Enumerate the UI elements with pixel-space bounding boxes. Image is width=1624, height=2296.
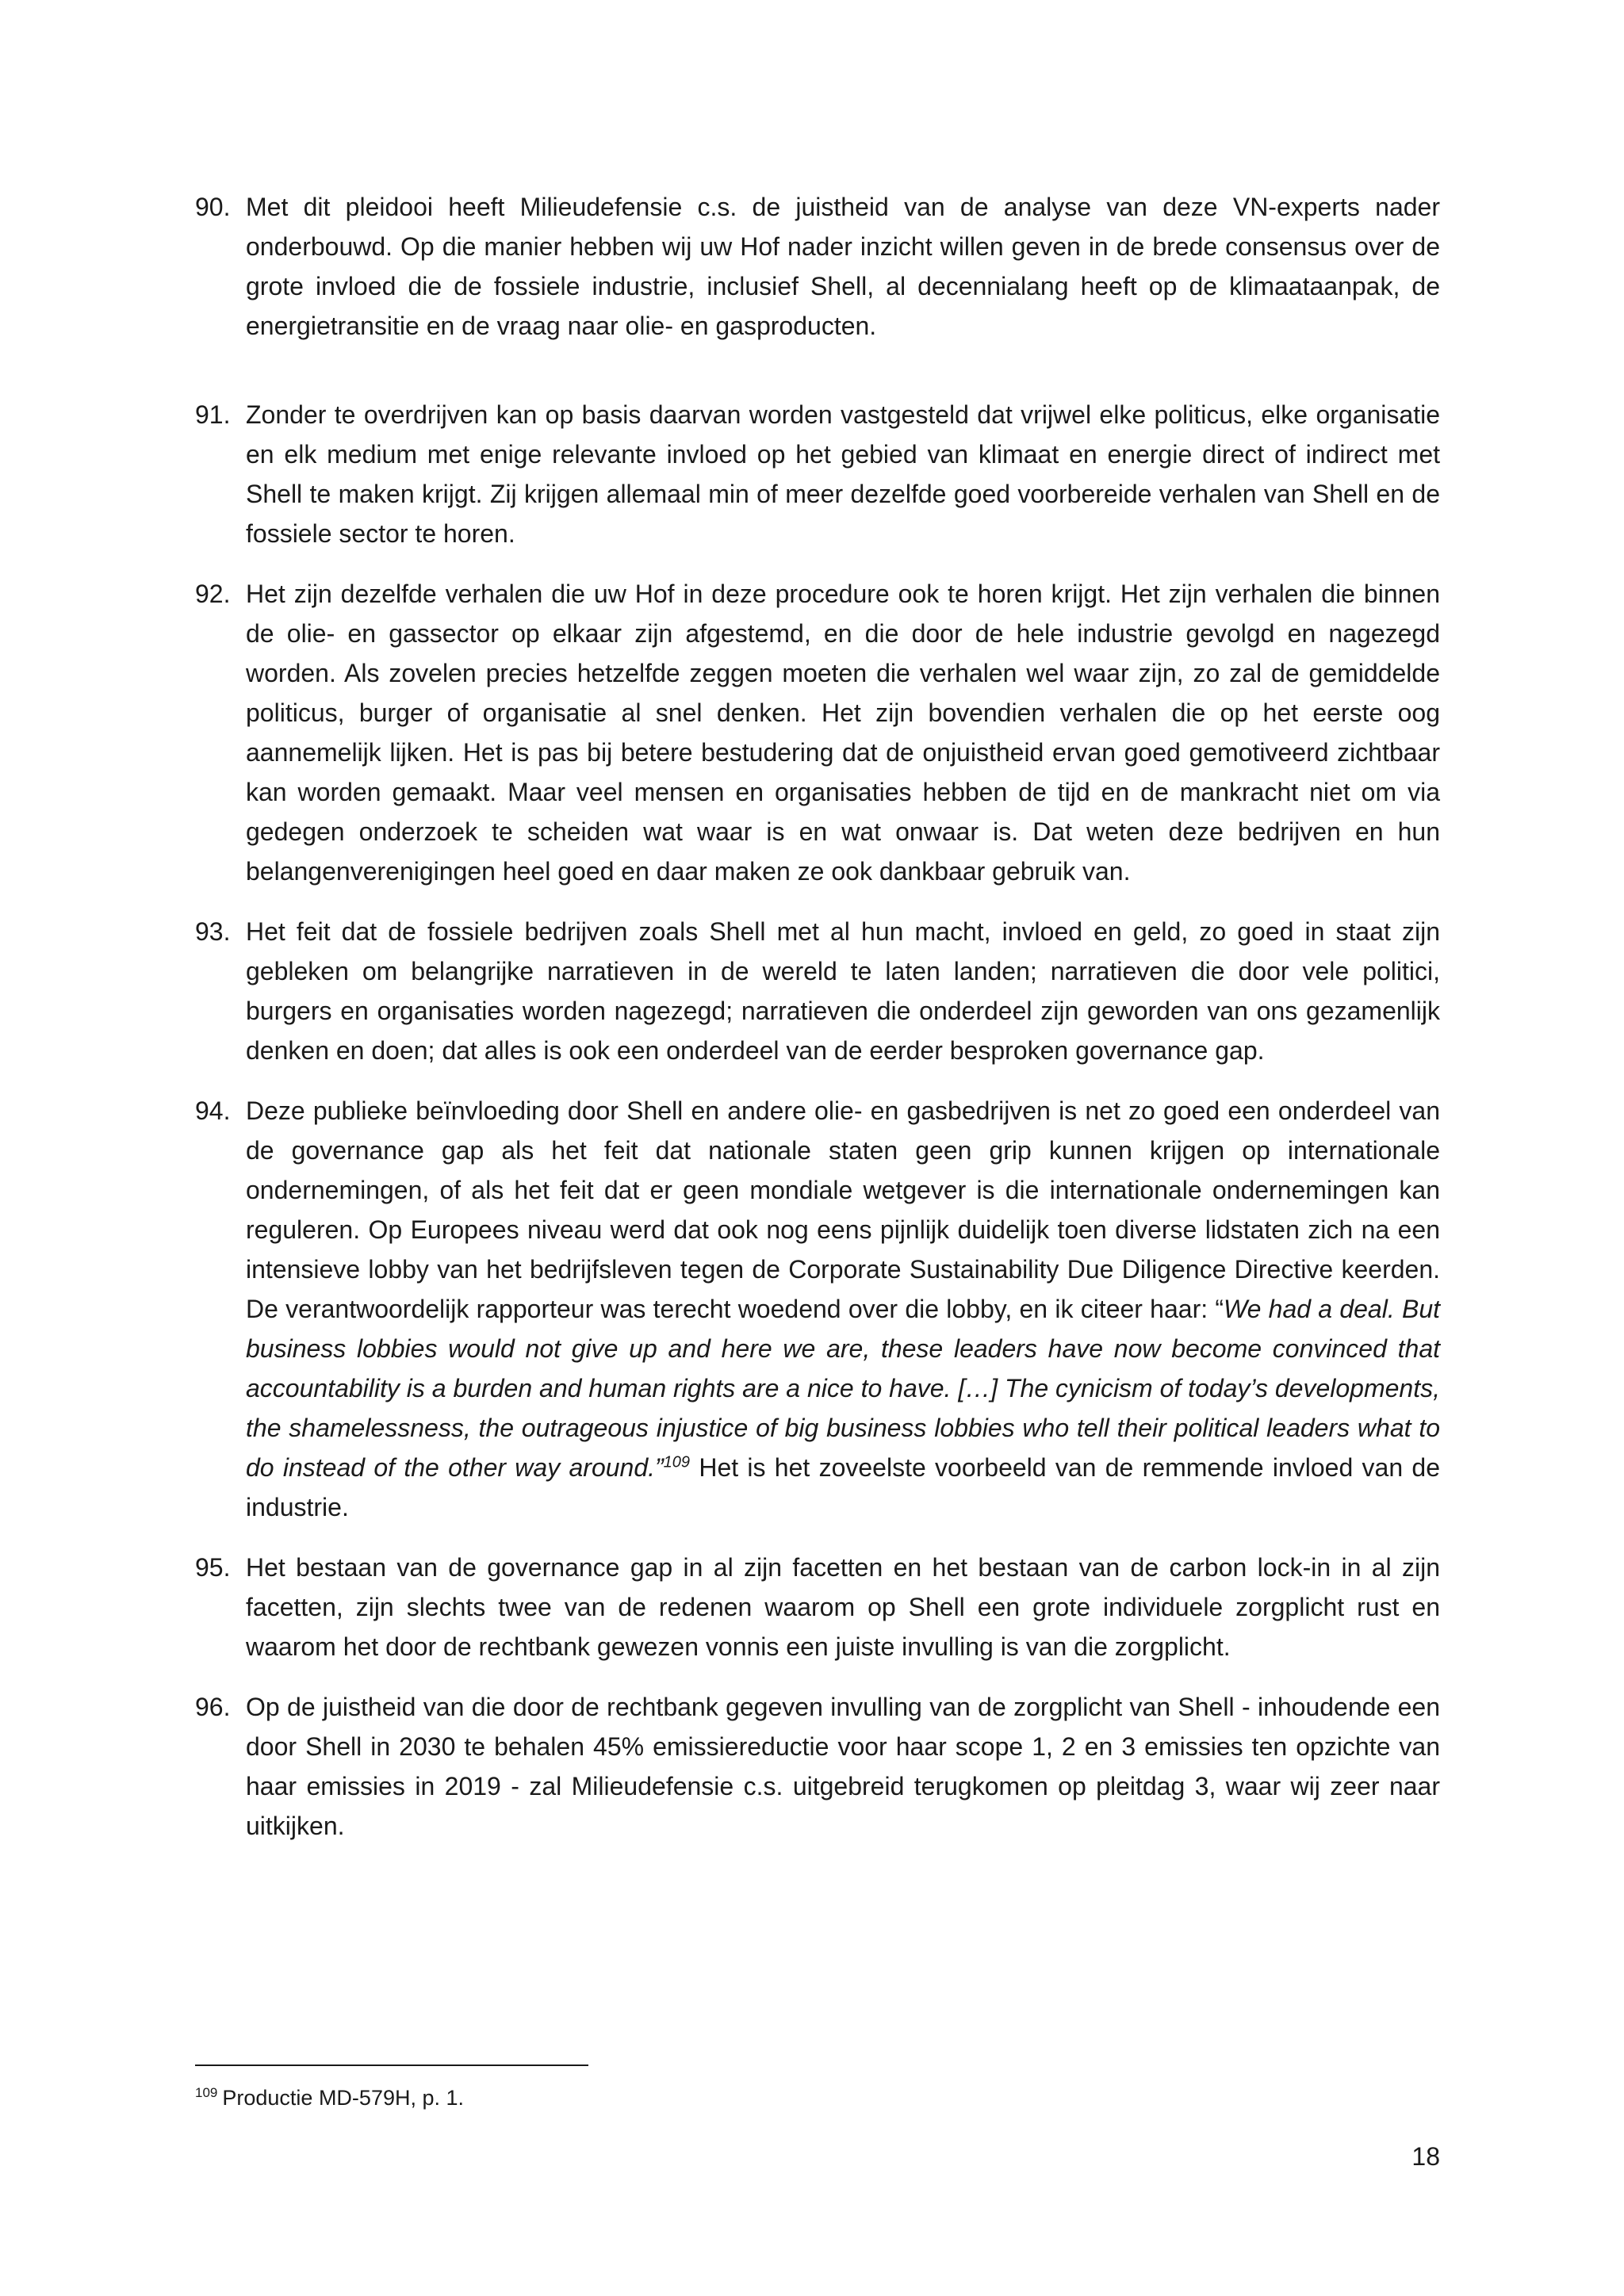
footnote-reference[interactable]: 109 xyxy=(663,1453,691,1471)
footnote-number: 109 xyxy=(195,2085,218,2100)
paragraph-number: 94. xyxy=(195,1096,231,1125)
paragraph-number: 95. xyxy=(195,1553,231,1582)
paragraph-text: Met dit pleidooi heeft Milieudefensie c.s. de juistheid van de analyse van deze VN-experts nader onderbouwd. Op die manier hebben wij uw Hof nader inzicht willen geven in de brede consensus over de grote invloed die de fossiele industrie, inclusief Shell, al decennialang heeft op de klimaataanpak, de energietransitie en de vraag naar olie- en gasproducten. xyxy=(246,193,1440,340)
paragraph-text: Zonder te overdrijven kan op basis daarvan worden vastgesteld dat vrijwel elke politicus, elke organisatie en elk medium met enige relevante invloed op het gebied van klimaat en energie direct of indirect met Shell te maken krijgt. Zij krijgen allemaal min of meer dezelfde goed voorbereide verhalen van Shell en de fossiele sector te horen. xyxy=(246,400,1440,548)
paragraph-text: Het feit dat de fossiele bedrijven zoals Shell met al hun macht, invloed en geld, zo goed in staat zijn gebleken om belangrijke narratieven in de wereld te laten landen; narratieven die door vele politici, burgers en organisaties worden nagezegd; narratieven die onderdeel zijn geworden van ons gezamenlijk denken en doen; dat alles is ook een onderdeel van de eerder besproken governance gap. xyxy=(246,917,1440,1065)
paragraph-text-after-quote: Het is het zoveelste voorbeeld van de remmende invloed van de industrie. xyxy=(246,1453,1440,1521)
paragraph-number: 92. xyxy=(195,580,231,608)
paragraph-text xyxy=(246,1091,1440,1527)
paragraph-number: 90. xyxy=(195,193,231,221)
footnote xyxy=(195,2082,464,2114)
paragraph-95 xyxy=(195,1548,1440,1667)
paragraph-text: Op de juistheid van die door de rechtbank gegeven invulling van de zorgplicht van Shell - inhoudende een door Shell in 2030 te behalen 45% emissiereductie voor haar scope 1, 2 en 3 emissies ten opzichte van haar emissies in 2019 - zal Milieudefensie c.s. uitgebreid terugkomen op pleitdag 3, waar wij zeer naar uitkijken. xyxy=(246,1693,1440,1840)
body-text xyxy=(195,187,1440,1866)
paragraph-92 xyxy=(195,574,1440,891)
paragraph-text: Het zijn dezelfde verhalen die uw Hof in deze procedure ook te horen krijgt. Het zijn verhalen die binnen de olie- en gassector op elkaar zijn afgestemd, en die door de hele industrie gevolgd en nagezegd worden. Als zovelen precies hetzelfde zeggen moeten die verhalen wel waar zijn, zo zal de gemiddelde politicus, burger of organisatie al snel denken. Het zijn bovendien verhalen die op het eerste oog aannemelijk lijken. Het is pas bij betere bestudering dat de onjuistheid ervan goed gemotiveerd zichtbaar kan worden gemaakt. Maar veel mensen en organisaties hebben de tijd en de mankracht niet om via gedegen onderzoek te scheiden wat waar is en wat onwaar is. Dat weten deze bedrijven en hun belangenverenigingen heel goed en daar maken ze ook dankbaar gebruik van. xyxy=(246,580,1440,886)
paragraph-text-before-quote: Deze publieke beïnvloeding door Shell en andere olie- en gasbedrijven is net zo goed een onderdeel van de governance gap als het feit dat nationale staten geen grip kunnen krijgen op internationale ondernemingen, of als het feit dat er geen mondiale wetgever is die internationale ondernemingen kan reguleren. Op Europees niveau werd dat ook nog eens pijnlijk duidelijk toen diverse lidstaten zich na een intensieve lobby van het bedrijfsleven tegen de Corporate Sustainability Due Diligence Directive keerden. De verantwoordelijk rapporteur was terecht woedend over die lobby, en ik citeer haar: “ xyxy=(246,1096,1440,1323)
paragraph-94 xyxy=(195,1091,1440,1527)
paragraph-text: Het bestaan van de governance gap in al zijn facetten en het bestaan van de carbon lock-in in al zijn facetten, zijn slechts twee van de redenen waarom op Shell een grote individuele zorgplicht rust en waarom het door de rechtbank gewezen vonnis een juiste invulling is van die zorgplicht. xyxy=(246,1553,1440,1661)
quoted-statement: We had a deal. But business lobbies would not give up and here we are, these leaders have now become convinced that accountability is a burden and human rights are a nice to have. […] The cynicism of today’s developments, the shamelessness, the outrageous injustice of big business lobbies who tell their political leaders what to do instead of the other way around.” xyxy=(246,1295,1441,1482)
paragraph-91 xyxy=(195,395,1440,553)
paragraph-96 xyxy=(195,1687,1440,1846)
paragraph-number: 91. xyxy=(195,400,231,429)
paragraph-90 xyxy=(195,187,1440,346)
page-number: 18 xyxy=(1411,2142,1440,2171)
footnote-separator xyxy=(195,2064,588,2066)
paragraph-number: 93. xyxy=(195,917,231,946)
paragraph-93 xyxy=(195,912,1440,1070)
footnote-text: Productie MD-579H, p. 1. xyxy=(222,2086,465,2110)
paragraph-number: 96. xyxy=(195,1693,231,1721)
